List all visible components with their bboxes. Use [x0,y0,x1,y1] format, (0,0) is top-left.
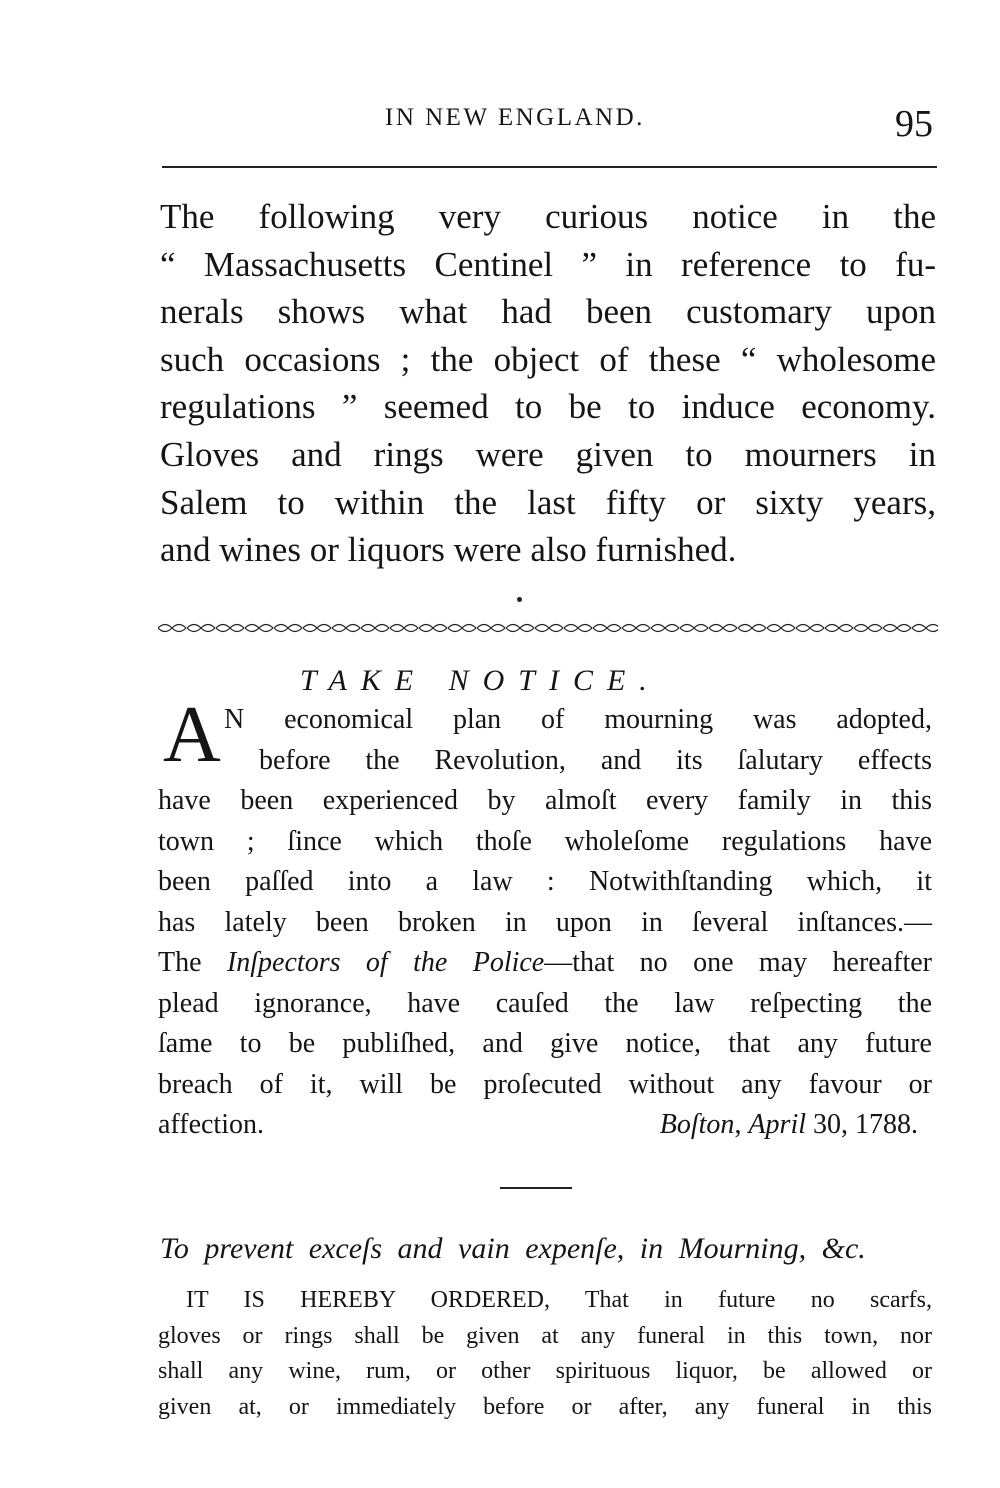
chain-link [158,625,186,632]
text-line: has lately been broken in upon in ſeveral inſtances.— [158,906,932,938]
text-fragment: The [158,947,227,978]
dot-ornament [517,597,522,602]
text-line: The following very curious notice in the [160,197,936,236]
chain-link [796,625,824,632]
text-line: Gloves and rings were given to mourners in [160,434,936,474]
text-line: N economical plan of mourning was adopted, [224,704,932,735]
chain-link [738,625,766,632]
notice-body [158,691,932,1146]
text-line: town ; ſince which thoſe wholeſome regulations have [158,825,932,857]
chain-link [535,625,563,632]
section-rule [500,1187,572,1189]
text-line: given at, or immediately before or after, any funeral in this [158,1393,932,1420]
chain-link [448,625,476,632]
text-line: such occasions ; the object of these “ wholesome [160,339,936,379]
text-line: and wines or liquors were also furnished. [160,530,737,570]
text-line: shall any wine, rum, or other spirituous liquor, be allowed or [158,1358,932,1384]
intro-paragraph [160,193,936,574]
text-fragment: —that no one may hereafter [544,947,932,978]
chain-link [883,625,911,632]
notice-title: TAKE NOTICE. [300,664,661,697]
chain-link [216,625,244,632]
order-heading: To prevent exceſs and vain expenſe, in Mourning, &c. [160,1232,866,1265]
text-line: nerals shows what had been customary upon [160,292,936,332]
text-line: have been experienced by almoſt every family in this [158,785,932,816]
chain-link [506,625,534,632]
chain-link [187,625,215,632]
signoff [660,1105,918,1146]
page-number: 95 [895,103,933,145]
chain-link [274,625,302,632]
chain-link [390,625,418,632]
chain-link [651,625,679,632]
text-line: gloves or rings shall be given at any funeral in this town, nor [158,1322,932,1349]
signoff-date: 30, 1788. [806,1109,918,1140]
text-line: “ Massachusetts Centinel ” in reference to fu- [160,244,936,284]
chain-link [245,625,273,632]
order-body [158,1283,932,1425]
signoff-place: Boſton [659,1109,735,1140]
text-line: breach of it, will be proſecuted without any favour or [158,1068,932,1100]
decorative-border [158,619,938,637]
text-line: regulations ” seemed to be to induce economy. [160,387,936,427]
drop-cap: A [163,691,221,779]
signoff-month: April [748,1109,806,1140]
text-line: been paſſed into a law : Notwithſtanding which, it [158,866,932,897]
last-word: affection. [158,1109,264,1140]
signoff-separator: , [734,1109,749,1140]
text-line: plead ignorance, have cauſed the law reſpecting the [158,987,932,1019]
text-line: before the Revolution, and its ſalutary effects [259,744,932,776]
italic-phrase: Inſpectors of the Police [226,947,545,978]
running-head: IN NEW ENGLAND. [385,104,645,131]
chain-link [419,625,447,632]
signoff-line [158,1105,932,1146]
header-rule [162,166,937,168]
chain-link [564,625,592,632]
chain-link [825,625,853,632]
chain-link [767,625,795,632]
chain-link [854,625,882,632]
text-line: IT IS HEREBY ORDERED, That in future no scarfs, [186,1287,932,1313]
text-line: Salem to within the last fifty or sixty years, [160,482,936,522]
chain-link [593,625,621,632]
text-line: ſame to be publiſhed, and give notice, that any future [158,1028,932,1059]
chain-link [912,625,938,632]
text-line [158,943,932,984]
chain-link [709,625,737,632]
chain-link [303,625,331,632]
chain-link [332,625,360,632]
chain-link [361,625,389,632]
chain-link [477,625,505,632]
chain-link [622,625,650,632]
chain-link [680,625,708,632]
